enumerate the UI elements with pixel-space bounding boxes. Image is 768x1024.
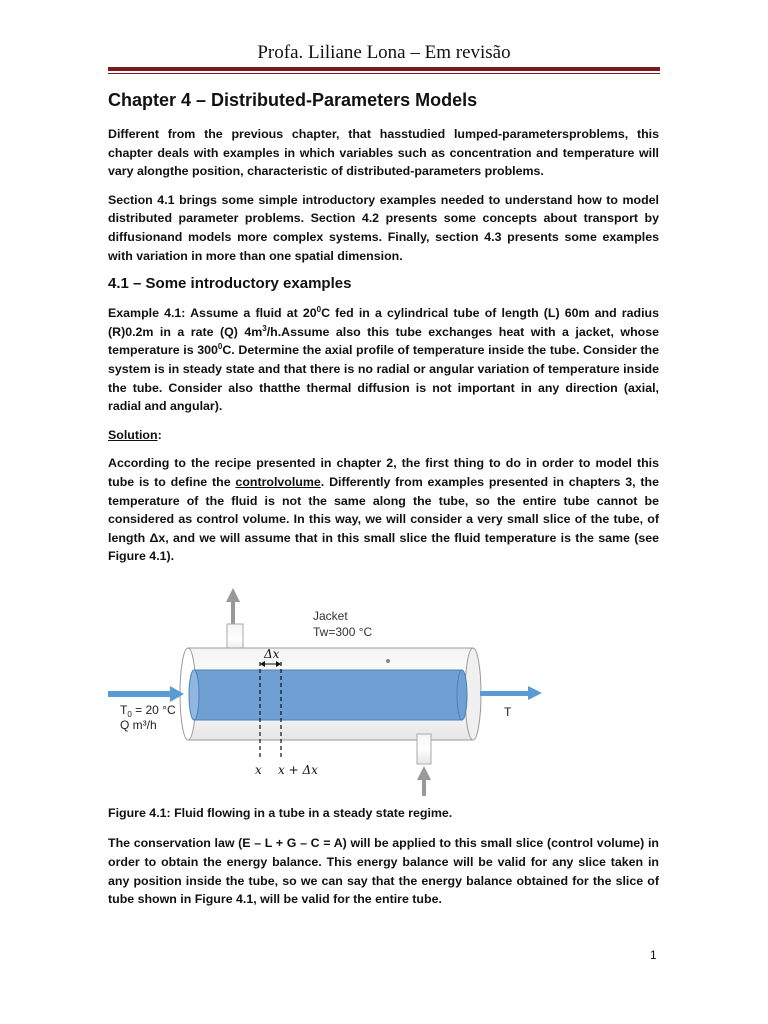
fluid-outlet-arrow [480,686,542,700]
delta-x-label: Δx [264,646,280,661]
jacket-pointer-dot [386,659,390,663]
jacket-inlet-arrow [417,766,431,796]
fluid-tube [189,670,467,720]
fluid-inlet-arrow [108,686,184,702]
figure-caption: Figure 4.1: Fluid flowing in a tube in a steady state regime. [108,805,453,820]
inlet-flow-label: Q m³/h [120,717,157,732]
header-rule-thin [108,73,660,74]
tube-diagram [108,576,659,796]
example-label: Example 4.1: [108,306,186,321]
solution-heading: Solution: [108,427,162,442]
header-rule [108,67,660,71]
solution-label: Solution [108,427,158,442]
position-x-label: x [255,762,262,777]
chapter-title: Chapter 4 – Distributed-Parameters Models [108,90,478,110]
intro-paragraph-1: Different from the previous chapter, that hasstudied lumped-parametersproblems, this chapter deals with examples in which variables such as concentration and temperature will vary alongthe position, characteristic of distributed-parameters problems. [108,127,659,179]
outlet-temp-label: T [504,704,512,719]
inlet-temp-label: $T_0 = 20$ °C [120,702,176,719]
conservation-paragraph: The conservation law (E – L + G – C = A) will be applied to this small slice (control volume) in order to obtain the energy balance. This energy balance will be valid for any slice taken in any position inside the tube, so we can say that the energy balance obtained for the slice of tube shown in Figure 4.1, will be valid for the entire tube. [108,836,659,907]
control-volume-term: controlvolume [235,474,321,489]
example-paragraph: Example 4.1: Assume a fluid at $20^0C$ fed in a cylindrical tube of length (L) 60m and radius (R)0.2m in a rate (Q) $4m^3/h.Assume$ also this tube exchanges heat with a jacket, whose temperature is $300^0C$. Determine the axial profile of temperature inside the tube. Consider the system is in steady state and that there is no radial or angular variation of temperature inside the tube. Consider also thatthe thermal diffusion is not important in any direction (axial, radial and angular). [108,305,659,414]
tube-figure [108,576,659,796]
bottom-nozzle [417,734,431,764]
page-number: 1 [650,948,657,962]
intro-paragraph-2: Section 4.1 brings some simple introductory examples needed to understand how to model distributed parameter problems. Section 4.2 presents some concepts about transport by diffusionand models more complex systems. Finally, section 4.3 presents some examples with variation in more than one spatial dimension. [108,192,659,263]
page-content [108,88,659,919]
header-title: Profa. Liliane Lona – Em revisão [257,42,511,63]
section-title: 4.1 – Some introductory examples [108,275,352,293]
position-x-dx-label: x + Δx [278,762,318,777]
jacket-temp-label: Tw=300 °C [313,624,373,639]
jacket-outlet-arrow [226,588,240,626]
jacket-label: Jacket [313,608,348,623]
solution-paragraph: According to the recipe presented in chapter 2, the first thing to do in order to model this tube is to define the controlvolume. Differently from examples presented in chapters 3, the temperature of the fluid is not the same along the tube, so the entire tube cannot be considered as control volume. In this way, we will consider a very small slice of the tube, of length Δx, and we will assume that in this small slice the fluid temperature is the same (see Figure 4.1). [108,456,659,564]
